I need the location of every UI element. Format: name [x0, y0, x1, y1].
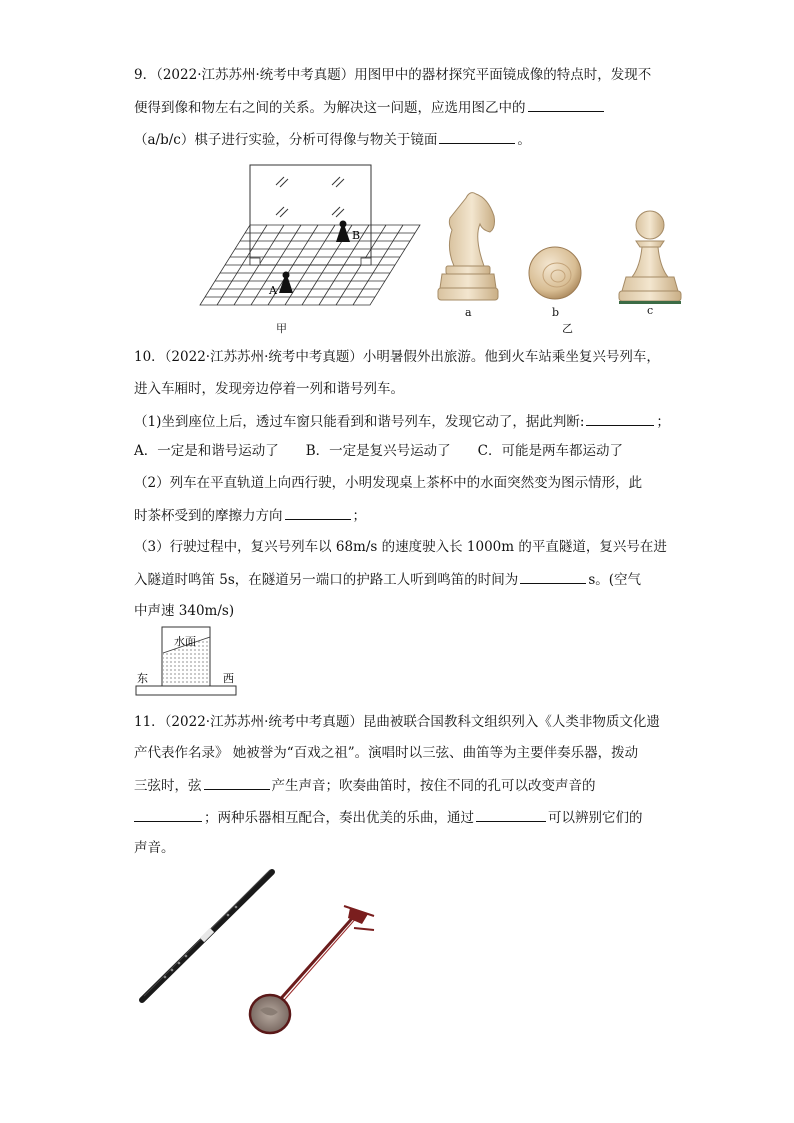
chessboard-grid — [200, 225, 420, 305]
q9-line-3 — [134, 129, 531, 150]
q10-line-1: 10．（2022·江苏苏州·统考中考真题）小明暑假外出旅游。他到火车站乘坐复兴号列车， — [134, 349, 660, 365]
q9-line-3-end: 。 — [517, 132, 531, 148]
teacup-figure — [134, 625, 239, 697]
figure-yi-label: 乙 — [562, 322, 573, 335]
q10-options: A．一定是和谐号运动了 B．一定是复兴号运动了 C．可能是两车都运动了 — [134, 443, 623, 459]
q10-line-6-end: ； — [352, 508, 366, 524]
figure-jia-label: 甲 — [276, 322, 287, 335]
piece-b-label: b — [552, 306, 560, 319]
q11-line-4 — [134, 807, 643, 828]
piece-b-image — [336, 225, 350, 242]
sanxian-image — [248, 900, 388, 1038]
q10-line-5: （2）列车在平直轨道上向西行驶，小明发现桌上茶杯中的水面突然变为图示情形，此 — [134, 475, 643, 491]
q10-line-6-text: 时茶杯受到的摩擦力方向 — [134, 508, 283, 524]
answer-blank[interactable] — [285, 505, 351, 520]
q10-line-7: （3）行驶过程中，复兴号列车以 68m/s 的速度驶入长 1000m 的平直隧道，复兴号在进 — [134, 539, 667, 555]
q9-line-1: 9．（2022·江苏苏州·统考中考真题）用图甲中的器材探究平面镜成像的特点时，发现不 — [134, 67, 652, 83]
ball-piece-image — [527, 245, 583, 301]
glass-reflection-marks — [276, 177, 344, 217]
answer-blank[interactable] — [439, 129, 515, 144]
point-b-label: B — [352, 229, 361, 242]
q10-line-9: 中声速 340m/s) — [134, 603, 235, 619]
table-surface — [136, 686, 236, 695]
answer-blank[interactable] — [520, 569, 586, 584]
pawn-piece-image — [616, 205, 684, 307]
glass-holder-left — [250, 258, 260, 265]
answer-blank[interactable] — [528, 97, 604, 112]
mirror-grid-figure — [198, 160, 423, 335]
piece-a-label: a — [465, 306, 472, 319]
q11-line-5: 声音。 — [134, 840, 175, 856]
q10-line-8-end: s。(空气 — [588, 572, 642, 588]
point-a-label: A — [269, 284, 277, 297]
q10-line-3-end: ； — [656, 414, 670, 430]
west-label: 西 — [223, 672, 234, 685]
q10-line-2: 进入车厢时，发现旁边停着一列和谐号列车。 — [134, 381, 404, 397]
q11-line-3-text: 三弦时，弦 — [134, 778, 202, 794]
q10-line-6 — [134, 505, 366, 526]
q9-line-2-text: 便得到像和物左右之间的关系。为解决这一问题，应选用图乙中的 — [134, 100, 526, 116]
q10-line-3 — [134, 411, 670, 432]
knight-piece-image — [436, 188, 500, 306]
q10-line-3-text: （1)坐到座位上后，透过车窗只能看到和谐号列车，发现它动了，据此判断: — [134, 414, 585, 430]
answer-blank[interactable] — [586, 411, 654, 426]
piece-c-label: c — [647, 304, 654, 317]
q11-line-1: 11．（2022·江苏苏州·统考中考真题）昆曲被联合国教科文组织列入《人类非物质文化遗 — [134, 714, 660, 730]
q9-line-3-text: （a/b/c）棋子进行实验，分析可得像与物关于镜面 — [134, 132, 438, 148]
q11-line-2: 产代表作名录》 她被誉为“百戏之祖”。演唱时以三弦、曲笛等为主要伴奏乐器，拨动 — [134, 745, 639, 761]
glass-holder-right — [361, 258, 371, 265]
water-surface-label: 水面 — [174, 635, 196, 648]
q11-line-3-text-b: 产生声音；吹奏曲笛时，按住不同的孔可以改变声音的 — [271, 778, 596, 794]
answer-blank[interactable] — [134, 807, 202, 822]
q9-line-2 — [134, 97, 606, 118]
q11-line-3 — [134, 775, 596, 796]
q10-line-8-text: 入隧道时鸣笛 5s，在隧道另一端口的护路工人听到鸣笛的时间为 — [134, 572, 519, 588]
answer-blank[interactable] — [204, 775, 270, 790]
q10-line-8 — [134, 569, 641, 590]
q11-line-4-text-b: 可以辨别它们的 — [548, 810, 643, 826]
east-label: 东 — [137, 672, 148, 685]
q11-line-4-text: ；两种乐器相互配合，奏出优美的乐曲，通过 — [204, 810, 474, 826]
answer-blank[interactable] — [476, 807, 546, 822]
